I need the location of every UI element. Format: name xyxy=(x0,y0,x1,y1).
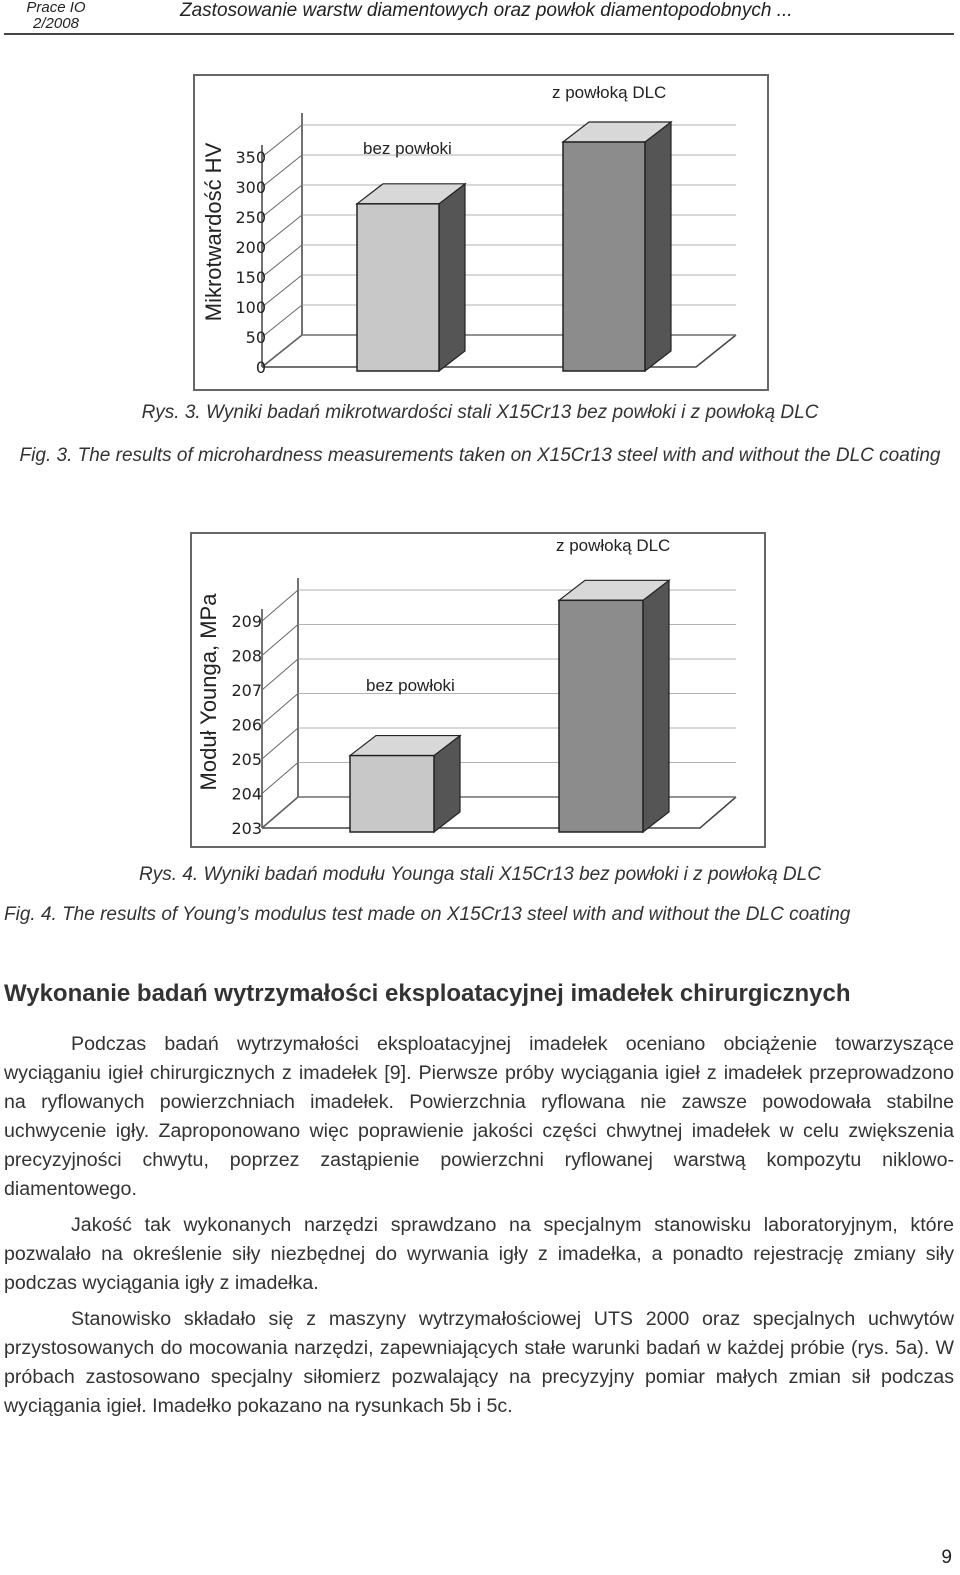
chart-frame xyxy=(191,533,765,847)
young-modulus-chart xyxy=(0,532,960,850)
y-tick-label: 203 xyxy=(231,819,262,838)
figure-4-caption-pl: Rys. 4. Wyniki badań modułu Younga stali X15Cr13 bez powłoki i z powłoką DLC xyxy=(139,864,821,885)
bar-label-bez-powloki: bez powłoki xyxy=(366,676,455,695)
paragraph-1: Podczas badań wytrzymałości eksploatacyjnej imadełek oceniano obciążenie towarzyszące wyciąganiu igieł chirurgicznych z imadełek [9]. Pierwsze próby wyciągania igieł z imadełek przeprowadzono na ryflowanych powierzchniach imadełek. Powierzchnia ryflowana nie zawsze powodowała stabilne uchwycenie igły. Zaproponowano więc poprawienie jakości części chwytnej imadełek w celu zwiększenia precyzyjności chwytu, poprzez zastąpienie powierzchni ryflowanej warstwą kompozytu niklowo-diamentowego. xyxy=(4,1033,954,1200)
bar-label-z-powloka-dlc: z powłoką DLC xyxy=(552,83,667,102)
journal-issue: 2/2008 xyxy=(33,15,79,32)
y-tick-label: 250 xyxy=(235,208,266,227)
y-tick-label: 350 xyxy=(235,148,266,167)
body-text xyxy=(4,1030,954,1428)
y-tick-label: 208 xyxy=(231,646,262,666)
y-tick-label: 300 xyxy=(235,178,266,197)
y-tick-label: 205 xyxy=(231,750,262,769)
section-heading: Wykonanie badań wytrzymałości eksploatacyjnej imadełek chirurgicznych xyxy=(4,980,851,1007)
y-axis-label: Moduł Younga, MPa xyxy=(196,593,221,791)
y-tick-label: 0 xyxy=(255,358,266,377)
y-axis-label: Mikrotwardość HV xyxy=(201,142,226,322)
y-tick-label: 204 xyxy=(231,784,262,804)
figure-3-caption-pl: Rys. 3. Wyniki badań mikrotwardości stali X15Cr13 bez powłoki i z powłoką DLC xyxy=(141,402,819,423)
y-tick-label: 206 xyxy=(231,715,262,735)
bar-side xyxy=(643,580,669,832)
header-rule xyxy=(4,33,954,35)
bar xyxy=(350,756,434,832)
running-title: Zastosowanie warstw diamentowych oraz powłok diamentopodobnych ... xyxy=(180,0,793,21)
figure-4-caption-en: Fig. 4. The results of Young’s modulus test made on X15Cr13 steel with and without the DLC coating xyxy=(4,904,851,925)
y-tick-label: 207 xyxy=(231,681,262,700)
bar-label-bez-powloki: bez powłoki xyxy=(363,139,452,158)
page-number: 9 xyxy=(941,1547,952,1568)
bar xyxy=(357,204,439,371)
paragraph-2: Jakość tak wykonanych narzędzi sprawdzano na specjalnym stanowisku laboratoryjnym, które pozwalało na określenie siły niezbędnej do wyrwania igły z imadełka, a ponadto rejestrację zmiany siły podczas wyciągania igły z imadełka. xyxy=(4,1214,954,1294)
bar-label-z-powloka-dlc: z powłoką DLC xyxy=(556,536,671,555)
bar-side xyxy=(439,184,465,371)
microhardness-chart xyxy=(0,74,960,394)
y-tick-label: 209 xyxy=(231,612,262,631)
y-tick-label: 100 xyxy=(235,298,266,317)
bar xyxy=(559,600,643,832)
figure-3-caption-en: Fig. 3. The results of microhardness measurements taken on X15Cr13 steel with and without the DLC coating xyxy=(19,445,941,466)
bar xyxy=(563,142,645,371)
journal-header xyxy=(6,0,106,32)
journal-name: Prace IO xyxy=(26,0,86,16)
y-tick-label: 200 xyxy=(235,238,266,257)
paragraph-3: Stanowisko składało się z maszyny wytrzymałościowej UTS 2000 oraz specjalnych uchwytów przystosowanych do mocowania narzędzi, zapewniających stałe warunki badań w każdej próbie (rys. 5a). W próbach zastosowano specjalny siłomierz pozwalający na precyzyjny pomiar małych zmian sił podczas wyciągania igieł. Imadełko pokazano na rysunkach 5b i 5c. xyxy=(4,1308,954,1417)
y-tick-label: 150 xyxy=(235,268,266,287)
bar-side xyxy=(645,122,671,371)
y-tick-label: 50 xyxy=(245,328,266,347)
